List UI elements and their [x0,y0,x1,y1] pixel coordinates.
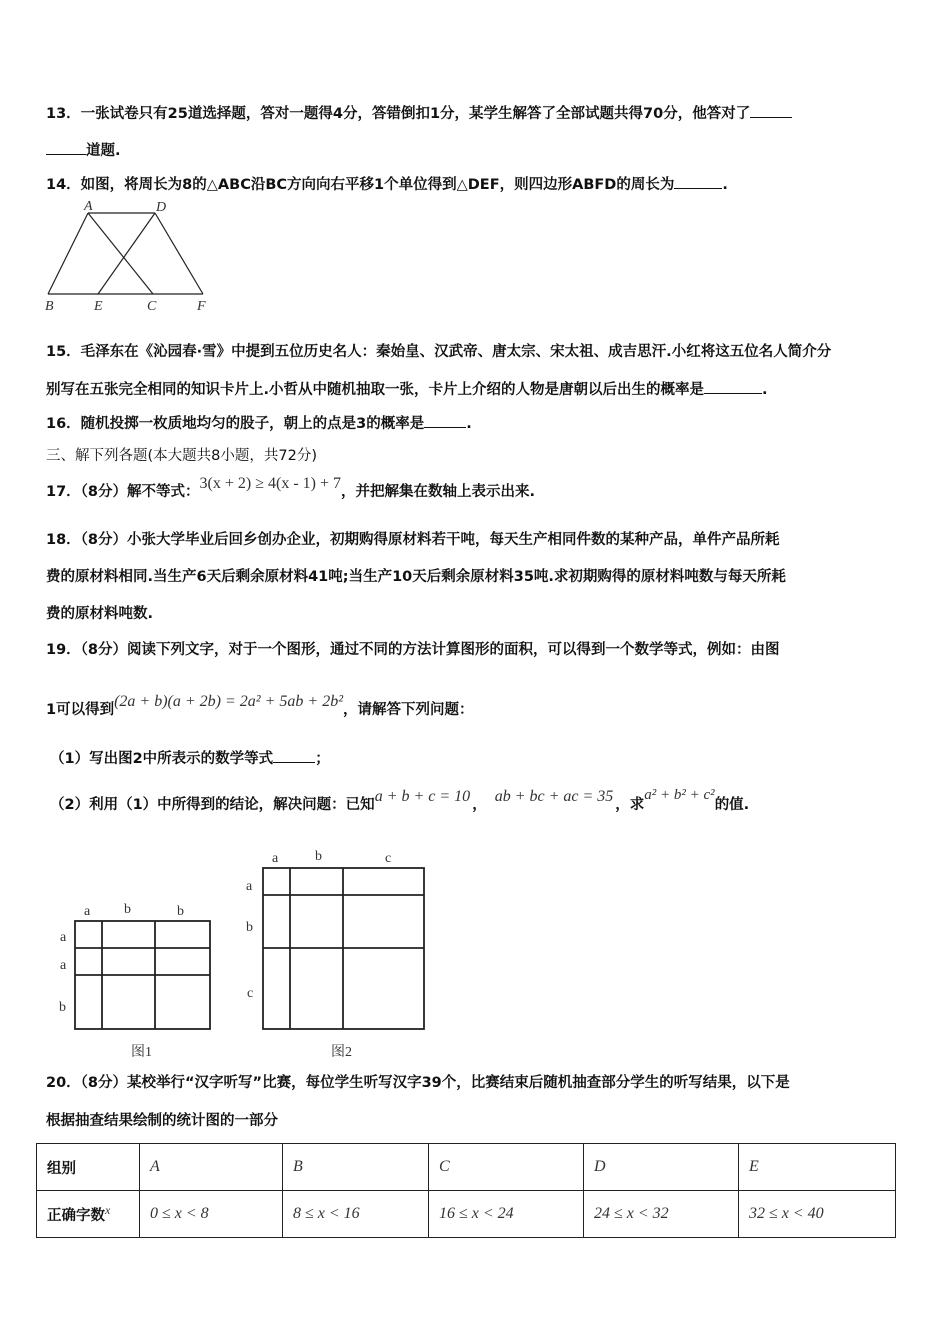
q18-line3: 费的原材料吨数. [46,606,154,622]
label-c: C [147,299,157,314]
q16-answer-blank [424,413,466,428]
segment-ac [88,213,153,294]
table-cell: D [584,1144,739,1191]
label-b: B [45,299,54,314]
fig2-top-label: b [315,849,322,864]
q19-sub2: （2）利用（1）中所得到的结论，解决问题：已知a + b + c = 10 ， ab + bc + ac = 35 ，求a² + b² + c²的值. [50,787,750,813]
q15-line1: 15．毛泽东在《沁园春·雪》中提到五位历史名人：秦始皇、汉武帝、唐太宗、宋太祖、成吉思汗.小红将这五位名人简介分 [46,344,832,360]
table-cell: 8 ≤ x < 16 [283,1191,429,1238]
fig2-top-label: c [385,851,392,866]
fig1-top-label: b [177,904,184,919]
q13-answer-blank-b [46,140,86,155]
q13-text-end: 道题. [86,143,121,159]
q19-sub1-answer-blank [273,748,315,763]
fig1-side-label: b [59,1000,66,1015]
table-cell: C [429,1144,584,1191]
label-a: A [84,200,93,214]
table-row [37,1144,896,1191]
q13-line1 [46,103,792,124]
q19-area-figures [40,840,460,1065]
fig1-top-label: a [84,904,91,919]
q18-line1: 18．（8分）小张大学毕业后回乡创办企业，初期购得原材料若干吨，每天生产相同件数的某种产品，单件产品所耗 [46,532,780,548]
q16-line: 16．随机投掷一枚质地均匀的股子，朝上的点是3的概率是 . [46,413,472,434]
table-header-cell: 正确字数$^x$ [37,1191,140,1238]
q14-answer-blank [674,174,722,189]
segment-df [155,213,203,294]
table-cell: 16 ≤ x < 24 [429,1191,584,1238]
fig2-top-label: a [272,851,279,866]
table-cell: B [283,1144,429,1191]
fig1-top-label: b [124,902,131,917]
fig2-side-label: c [247,986,254,1001]
q13-line2 [46,140,121,161]
q20-statistics-table [36,1143,896,1238]
fig2-caption: 图2 [331,1045,352,1060]
q20-line1: 20．（8分）某校举行“汉字听写”比赛，每位学生听写汉字39个，比赛结束后随机抽查部分学生的听写结果，以下是 [46,1075,790,1091]
fig2-side-label: b [246,920,253,935]
fig1-caption: 图1 [131,1045,152,1060]
q14-text: 14．如图，将周长为8的△ABC沿BC方向向右平移1个单位得到△DEF，则四边形ABFD的周长为 [46,177,675,193]
q19-example-formula: (2a + b)(a + 2b) = 2a² + 5ab + 2b² [114,693,343,710]
segment-ab [48,213,88,294]
q19-sub1: （1）写出图2中所表示的数学等式 ； [50,748,330,769]
q19-condition-sum: a + b + c = 10 [374,788,471,805]
q15-line2: 别写在五张完全相同的知识卡片上.小哲从中随机抽取一张，卡片上介绍的人物是唐朝以后出生的概率是 . [46,379,768,400]
fig1-side-label: a [60,930,67,945]
q13-answer-blank-a [750,103,792,118]
q14-line: 14．如图，将周长为8的△ABC沿BC方向向右平移1个单位得到△DEF，则四边形ABFD的周长为 . [46,174,728,195]
q15-answer-blank [704,379,762,394]
table-cell: A [140,1144,283,1191]
q18-line2: 费的原材料相同.当生产6天后剩余原材料41吨;当生产10天后剩余原材料35吨.求初期购得的原材料吨数与每天所耗 [46,569,786,585]
q17-inequality: 3(x + 2) ≥ 4(x - 1) + 7 [199,475,341,492]
label-e: E [94,299,103,314]
table-header-cell: 组别 [37,1144,140,1191]
figure-1 [59,902,210,1060]
table-cell: 32 ≤ x < 40 [739,1191,896,1238]
fig1-side-label: a [60,958,67,973]
table-row [37,1191,896,1238]
q20-line2: 根据抽查结果绘制的统计图的一部分 [46,1113,278,1129]
label-d: D [156,200,167,215]
q14-translation-figure [40,200,220,315]
segment-de [98,213,155,294]
q17-line: 17．（8分）解不等式：3(x + 2) ≥ 4(x - 1) + 7，并把解集在数轴上表示出来. [46,475,536,500]
table-cell: E [739,1144,896,1191]
table-cell: 24 ≤ x < 32 [584,1191,739,1238]
table-cell: 0 ≤ x < 8 [140,1191,283,1238]
q19-line1: 19．（8分）阅读下列文字，对于一个图形，通过不同的方法计算图形的面积，可以得到一个数学等式，例如：由图 [46,642,780,658]
label-f: F [197,299,206,314]
section-3-heading: 三、解下列各题(本大题共8小题，共72分) [46,448,317,464]
q19-target-expression: a² + b² + c² [644,787,715,803]
q19-line2: 1可以得到(2a + b)(a + 2b) = 2a² + 5ab + 2b²，请解答下列问题： [46,693,474,718]
q13-text: 13．一张试卷只有25道选择题，答对一题得4分，答错倒扣1分，某学生解答了全部试题共得70分，他答对了 [46,106,751,122]
fig2-side-label: a [246,879,253,894]
figure-2 [246,849,424,1060]
q19-condition-products: ab + bc + ac = 35 [494,788,614,805]
